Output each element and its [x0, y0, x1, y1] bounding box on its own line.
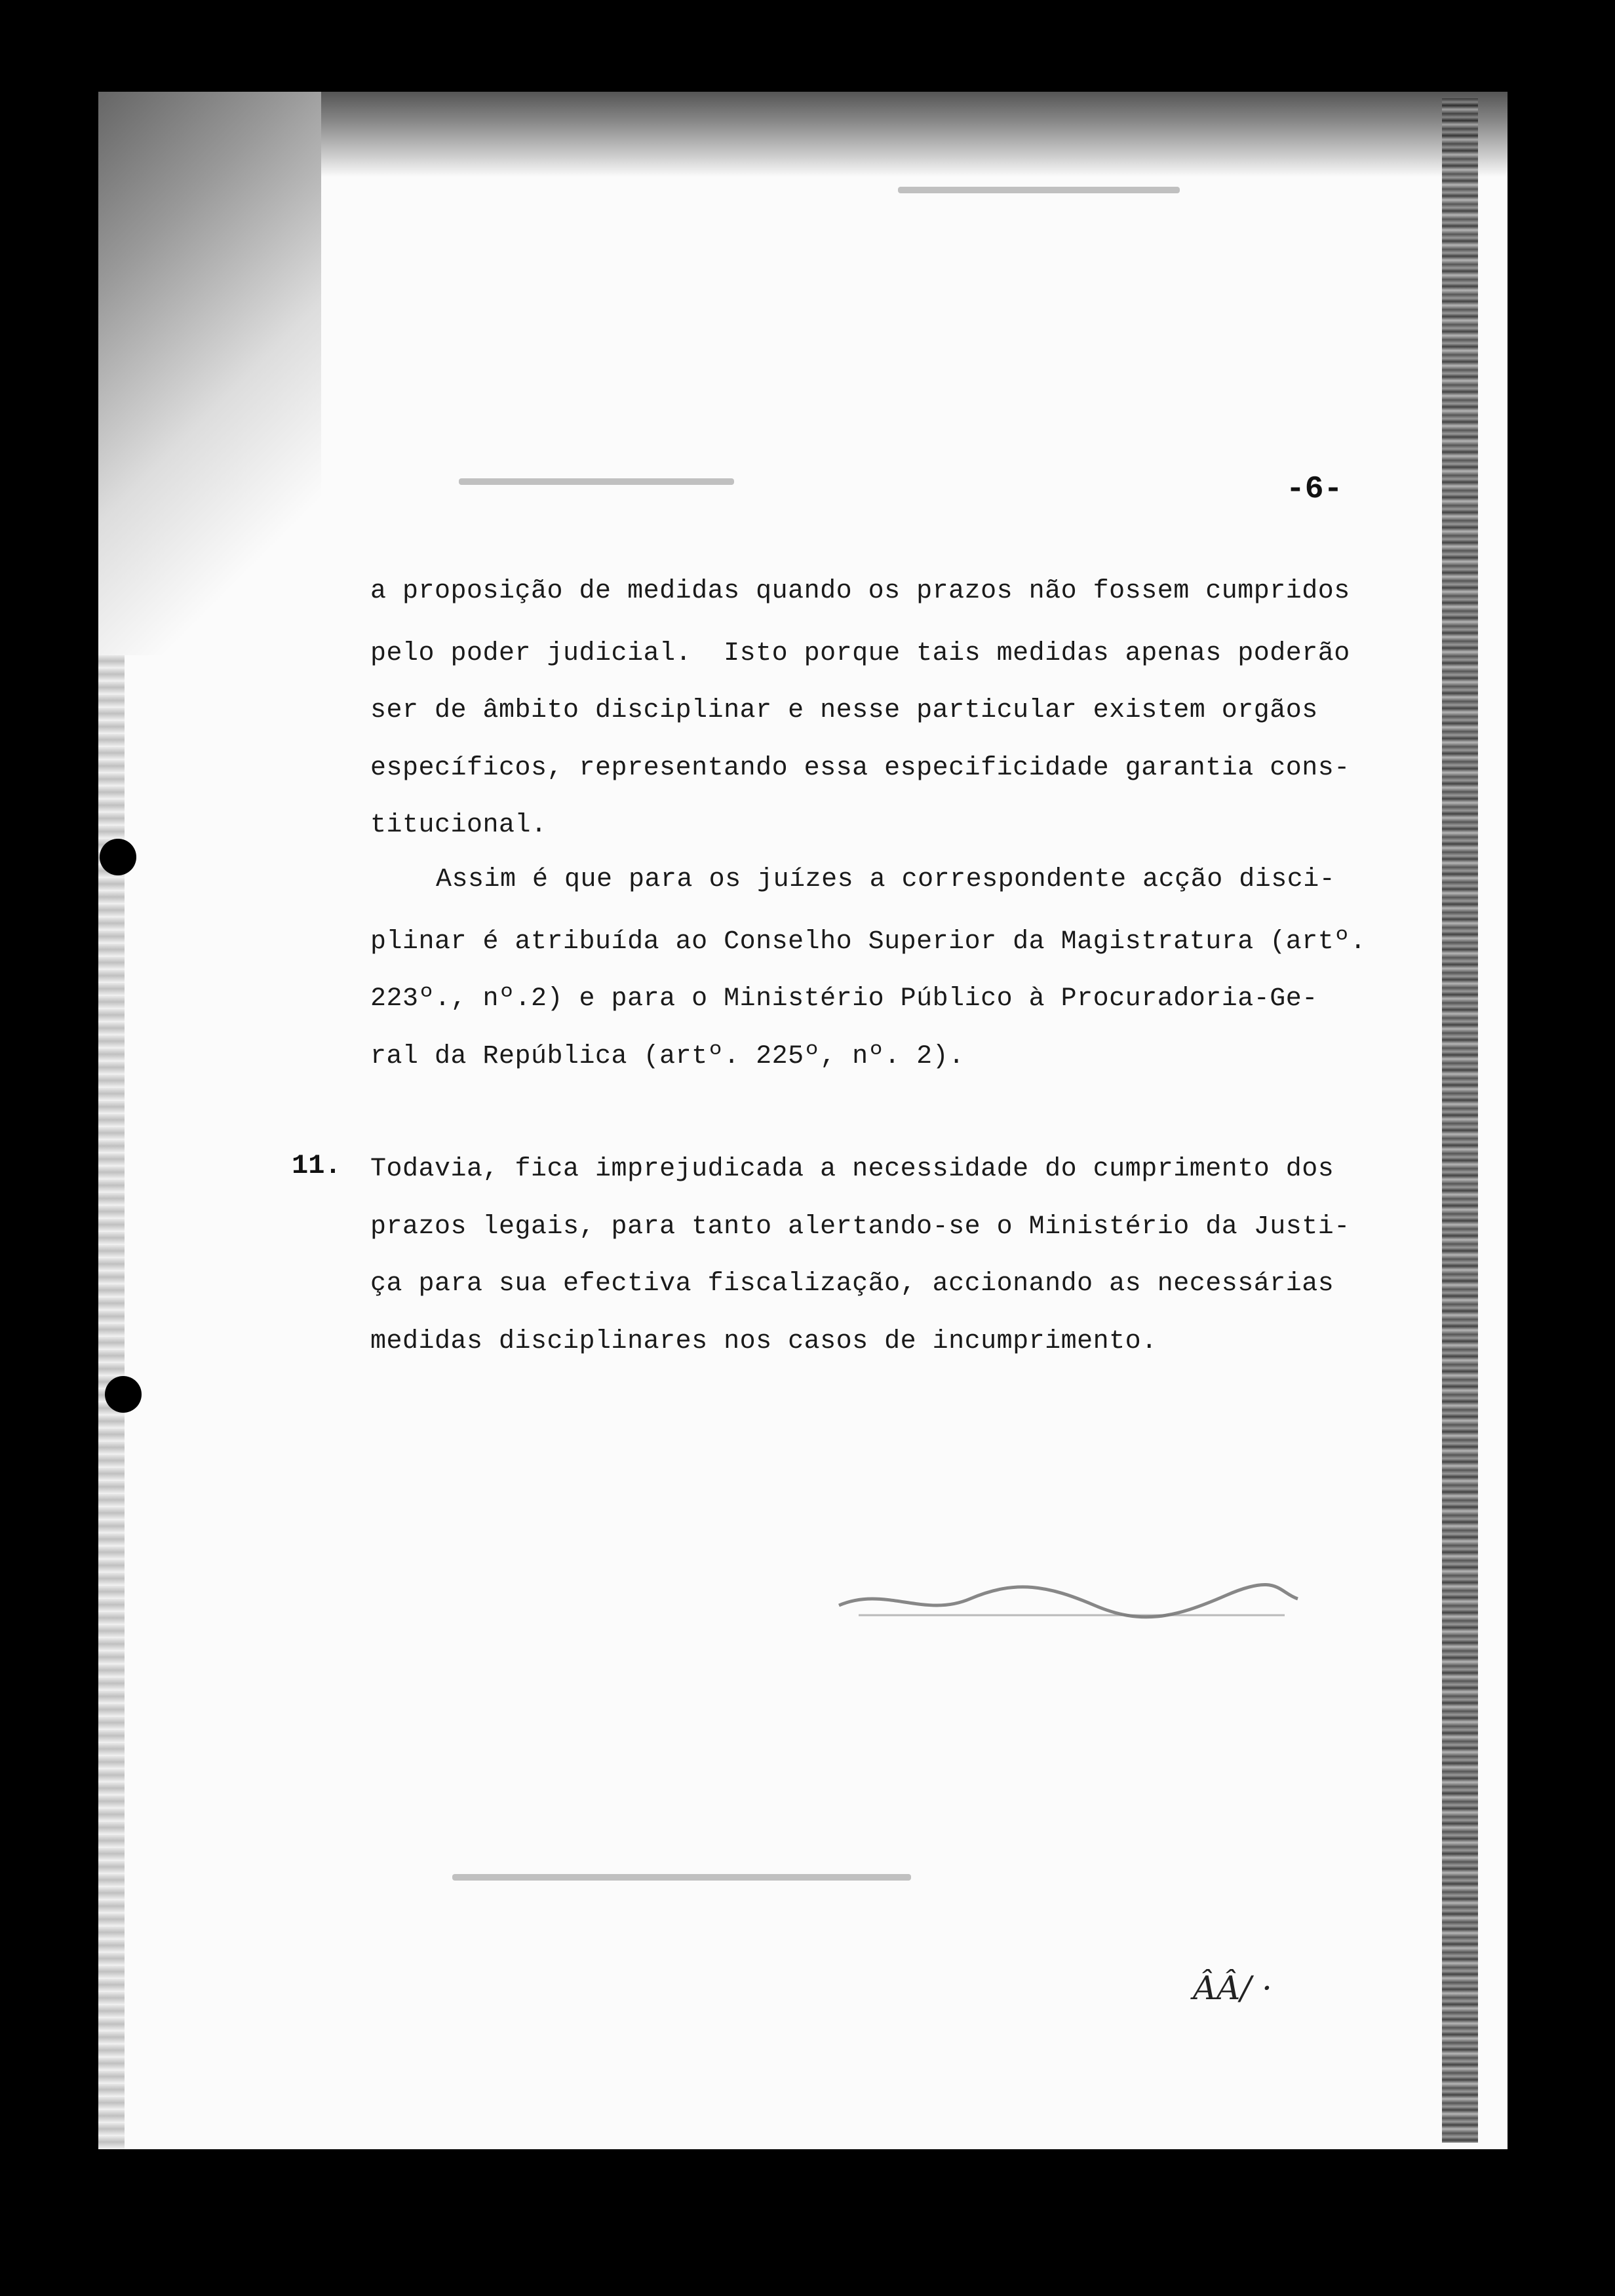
- text-line: ser de âmbito disciplinar e nesse particular existem orgãos: [370, 696, 1318, 725]
- text-line: 223º., nº.2) e para o Ministério Público à Procuradoria-Ge-: [370, 984, 1318, 1014]
- text-line: prazos legais, para tanto alertando-se o Ministério da Justi-: [370, 1212, 1350, 1242]
- text-line: ral da República (artº. 225º, nº. 2).: [370, 1042, 965, 1071]
- punch-hole-icon: [105, 1376, 142, 1413]
- text-line: plinar é atribuída ao Conselho Superior da Magistratura (artº.: [370, 927, 1367, 957]
- page-edge-right: [1442, 98, 1478, 2143]
- text-line: ça para sua efectiva fiscalização, accionando as necessárias: [370, 1269, 1334, 1299]
- text-line: Assim é que para os juízes a correspondente acção disci-: [436, 865, 1336, 894]
- scan-shadow-left: [98, 92, 321, 655]
- punch-hole-icon: [100, 839, 136, 875]
- scan-border-bottom: [0, 2151, 1615, 2296]
- bleed-through-mark: [898, 187, 1180, 193]
- text-line: titucional.: [370, 811, 547, 840]
- text-line: Todavia, fica imprejudicada a necessidade do cumprimento dos: [370, 1155, 1334, 1184]
- bleed-through-mark: [459, 478, 734, 485]
- text-line: a proposição de medidas quando os prazos não fossem cumpridos: [370, 577, 1350, 606]
- page-number: -6-: [1286, 472, 1343, 507]
- text-line: específicos, representando essa especificidade garantia cons-: [370, 754, 1350, 783]
- text-line: medidas disciplinares nos casos de incumprimento.: [370, 1327, 1158, 1356]
- handwritten-initials: ÂÂ/ ·: [1193, 1969, 1272, 2007]
- signature-scribble-icon: [832, 1559, 1304, 1638]
- text-line: pelo poder judicial. Isto porque tais medidas apenas poderão: [370, 639, 1350, 668]
- section-number: 11.: [292, 1150, 341, 1181]
- bleed-through-mark: [452, 1874, 911, 1881]
